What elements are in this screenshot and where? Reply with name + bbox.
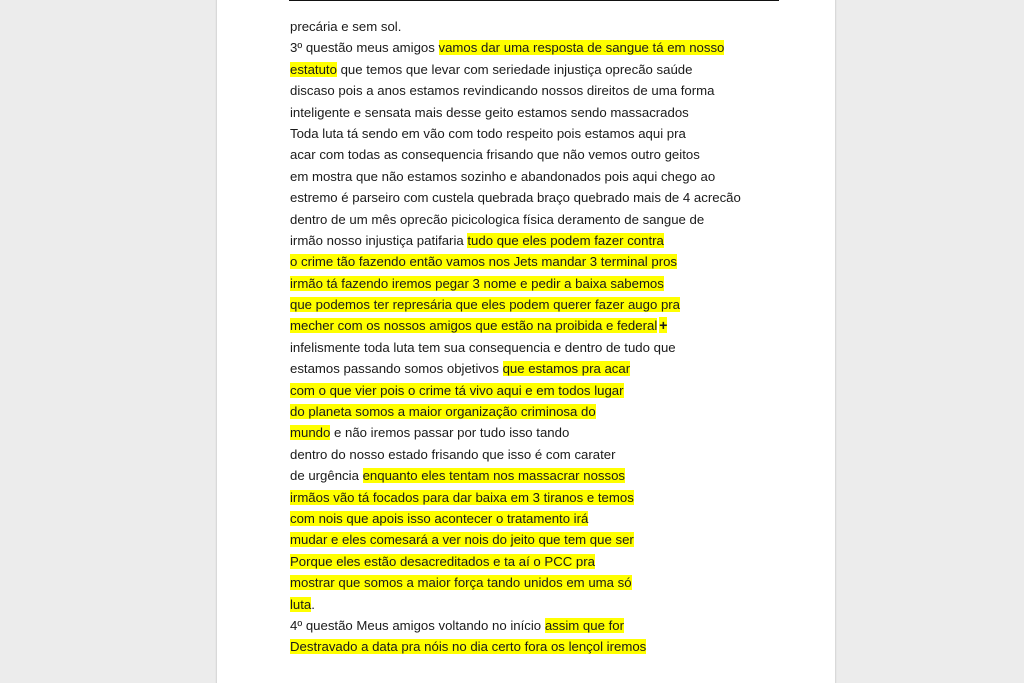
text-segment: dentro do nosso estado frisando que isso é com carater	[290, 446, 616, 462]
text-line	[290, 294, 810, 315]
text-line	[290, 16, 810, 37]
text-line	[290, 144, 810, 165]
highlighted-text: vamos dar uma resposta de sangue tá em nosso	[438, 40, 725, 56]
highlighted-text: o crime tão fazendo então vamos nos Jets mandar 3 terminal pros	[290, 254, 678, 270]
highlighted-text: com o que vier pois o crime tá vivo aqui e em todos lugar	[290, 382, 624, 398]
highlighted-text: Destravado a data pra nóis no dia certo fora os lençol iremos	[290, 639, 647, 655]
text-line	[290, 123, 810, 144]
text-segment: precária e sem sol.	[290, 19, 402, 34]
text-line	[290, 508, 810, 529]
document-text	[290, 16, 810, 658]
text-segment: 4º questão Meus amigos voltando no início	[290, 617, 545, 633]
text-line	[290, 444, 810, 465]
text-line	[290, 422, 810, 443]
highlighted-text: Porque eles estão desacreditados e ta aí o PCC pra	[290, 553, 595, 569]
highlighted-text: irmãos vão tá focados para dar baixa em 3 tiranos e temos	[290, 489, 634, 505]
text-line	[290, 572, 810, 593]
text-line	[290, 337, 810, 358]
text-line	[290, 166, 810, 187]
document-page	[217, 0, 835, 683]
plus-mark: +	[659, 317, 668, 334]
highlighted-text: tudo que eles podem fazer contra	[467, 232, 664, 248]
text-segment: estamos passando somos objetivos	[290, 361, 503, 377]
highlighted-text: que estamos pra acar	[502, 361, 631, 377]
text-segment: estremo é parseiro com custela quebrada braço quebrado mais de 4 acrecão	[290, 190, 741, 206]
text-line	[290, 551, 810, 572]
text-line	[290, 80, 810, 101]
highlighted-text: mecher com os nossos amigos que estão na proibida e federal	[290, 318, 658, 334]
text-line	[290, 209, 810, 230]
text-segment: que temos que levar com seriedade injustiça oprecão saúde	[336, 61, 693, 77]
text-segment: .	[311, 596, 315, 612]
text-segment: inteligente e sensata mais desse geito estamos sendo massacrados	[290, 104, 689, 120]
text-line	[290, 636, 810, 657]
text-line	[290, 615, 810, 636]
highlighted-text: mudar e eles comesará a ver nois do jeito que tem que ser	[290, 532, 634, 548]
highlighted-text: estatuto	[290, 61, 337, 77]
text-line	[290, 487, 810, 508]
text-segment: infelismente toda luta tem sua consequencia e dentro de tudo que	[290, 339, 676, 355]
text-line	[290, 358, 810, 379]
text-segment: irmão nosso injustiça patifaria	[290, 232, 468, 248]
text-segment: em mostra que não estamos sozinho e abandonados pois aqui chego ao	[290, 168, 716, 184]
text-line	[290, 273, 810, 294]
text-line	[290, 230, 810, 251]
text-segment: 3º questão meus amigos	[290, 40, 439, 56]
text-line	[290, 37, 810, 58]
highlighted-text: assim que for	[544, 617, 624, 633]
text-segment: e não iremos passar por tudo isso tando	[330, 425, 570, 441]
text-line	[290, 102, 810, 123]
highlighted-text: enquanto eles tentam nos massacrar nossos	[362, 468, 626, 484]
text-segment: de urgência	[290, 468, 363, 484]
highlighted-text: do planeta somos a maior organização criminosa do	[290, 404, 596, 420]
highlighted-text: irmão tá fazendo iremos pegar 3 nome e pedir a baixa sabemos	[290, 275, 664, 291]
text-line	[290, 59, 810, 80]
highlighted-text: com nois que apois isso acontecer o tratamento irá	[290, 510, 589, 526]
text-line	[290, 594, 810, 615]
top-rule	[289, 0, 779, 1]
text-line	[290, 465, 810, 486]
text-line	[290, 380, 810, 401]
text-line	[290, 315, 810, 336]
highlighted-text: que podemos ter represária que eles podem querer fazer augo pra	[290, 297, 681, 313]
highlighted-text: luta	[290, 596, 312, 612]
highlighted-text: mostrar que somos a maior força tando unidos em uma só	[290, 575, 632, 591]
highlighted-text: mundo	[290, 425, 331, 441]
text-line	[290, 187, 810, 208]
text-segment: acar com todas as consequencia frisando que não vemos outro geitos	[290, 147, 700, 163]
text-segment: dentro de um mês oprecão picicologica física deramento de sangue de	[290, 211, 705, 227]
text-segment: Toda luta tá sendo em vão com todo respeito pois estamos aqui pra	[290, 125, 686, 141]
text-line	[290, 401, 810, 422]
text-line	[290, 251, 810, 272]
text-segment: discaso pois a anos estamos revindicando nossos direitos de uma forma	[290, 83, 715, 99]
text-line	[290, 529, 810, 550]
